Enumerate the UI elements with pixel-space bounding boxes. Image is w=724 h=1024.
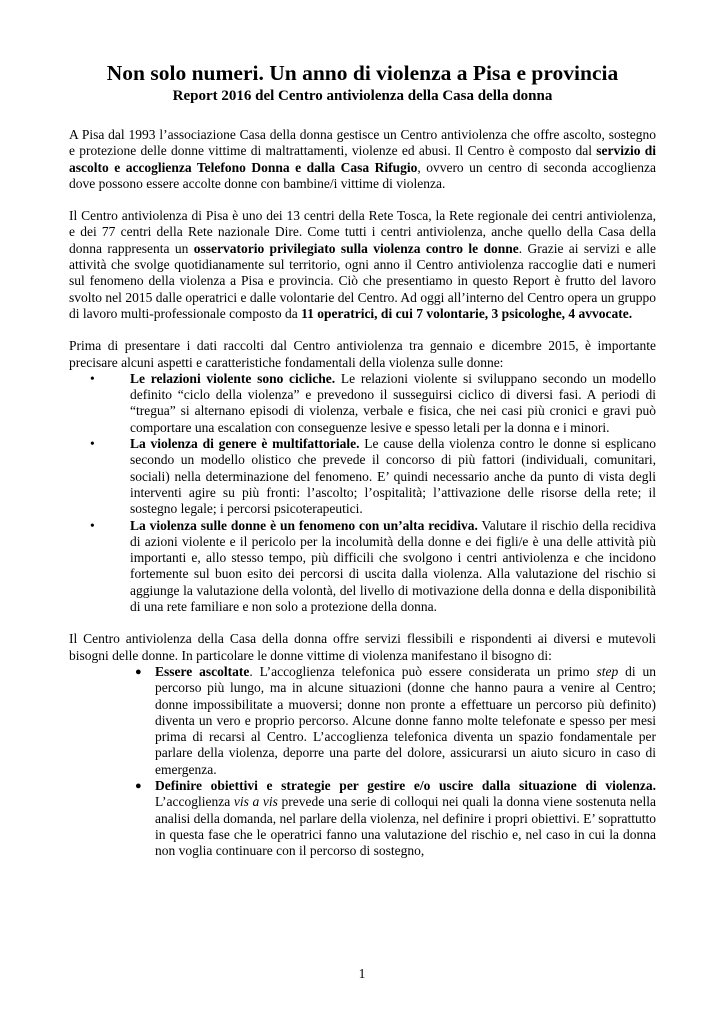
list-item-text: di un percorso più lungo, ma in alcune situazioni (donne che hanno paura a venire al Centro; donne impossibilitate a muoversi; donne non pronte a effettuare un percorso più definito) diventa un vero e proprio percorso. Alcune donne fanno molte telefonate e spesso per mesi prima di recarsi al Centro. L’accoglienza telefonica diventa un spazio fondamentale per parlare della violenza, deporre una parte del dolore, assicurarsi un aiuto sicuro in caso di emergenza. xyxy=(155,663,656,777)
list-item-italic: vis a vis xyxy=(233,794,278,810)
bullet-icon: • xyxy=(90,436,95,452)
list-item-text: prevede una serie di colloqui nei quali la donna viene sostenuta nella analisi della domanda, nel parlare della violenza, nel definire i propri obiettivi. E’ soprattutto in questa fase che le operatrici fanno una valutazione del rischio e, nel caso in cui la donna non voglia continuare con il percorso di sostegno, xyxy=(155,794,656,859)
list-item xyxy=(69,371,656,436)
intro-text-a: A Pisa dal 1993 l’associazione Casa della donna gestisce un Centro antiviolenza che offre ascolto, sostegno e protezione delle donne vittime di maltrattamenti, violenze ed abusi. Il Centro è composto dal xyxy=(69,127,656,159)
aspects-intro-paragraph: Prima di presentare i dati raccolti dal Centro antiviolenza tra gennaio e dicembre 2015, è importante precisare alcuni aspetti e caratteristiche fondamentali della violenza sulle donne: xyxy=(69,338,656,370)
list-item-text: . L’accoglienza telefonica può essere considerata un primo xyxy=(249,663,597,679)
document-title: Non solo numeri. Un anno di violenza a Pisa e provincia xyxy=(106,61,619,85)
document-page xyxy=(69,60,656,859)
bullet-icon: • xyxy=(90,370,95,386)
network-paragraph xyxy=(69,208,656,322)
list-item-text: L’accoglienza xyxy=(155,794,234,810)
list-item xyxy=(69,436,656,517)
circle-bullet-icon: ● xyxy=(135,665,142,678)
network-text-a: Il Centro antiviolenza di Pisa è uno dei 13 centri della Rete Tosca, la Rete regionale dei centri antiviolenza, e dei 77 centri della Rete nazionale Dire. Come tutti i centri antiviolenza, anche quello della Casa della donna rappresenta un xyxy=(69,208,656,256)
network-text-c: . Grazie ai servizi e alle attività che svolge quotidianamente sul territorio, ogni anno il Centro antiviolenza raccoglie dati e numeri sul fenomeno della violenza a Pisa e provincia. Ciò che presentiamo in questo Report è frutto del lavoro svolto nel 2015 dalle operatrici e dalle volontarie del Centro. Ad oggi all’interno del Centro opera un gruppo di lavoro multi-professionale composto da xyxy=(69,240,656,321)
intro-text-bold: servizio di ascolto e accoglienza Telefono Donna e dalla Casa Rifugio xyxy=(69,143,656,175)
bullet-icon: • xyxy=(90,517,95,533)
circle-bullet-icon: ● xyxy=(135,779,142,792)
list-item-italic: step xyxy=(596,663,619,679)
list-item-heading: La violenza sulle donne è un fenomeno con un’alta recidiva. xyxy=(130,517,478,533)
list-item xyxy=(69,664,656,778)
intro-text-c: , ovvero un centro di seconda accoglienza dove possono essere accolte donne con bambine/i vittime di violenza. xyxy=(69,159,656,191)
network-text-staff: 11 operatrici, di cui 7 volontarie, 3 psicologhe, 4 avvocate. xyxy=(301,305,633,321)
list-item xyxy=(69,518,656,616)
document-subtitle: Report 2016 del Centro antiviolenza della Casa della donna xyxy=(172,88,553,104)
list-item-text: Le relazioni violente si sviluppano secondo un modello definito “ciclo della violenza” e prevedono il susseguirsi ciclico di diversi fasi. A periodi di “tregua” si alternano episodi di violenza, verbale e fisica, che nei casi più cronici e gravi può comportare una escalation con conseguenze lesive e spesso letali per la donna e i minori. xyxy=(130,370,656,435)
list-item-heading: Le relazioni violente sono cicliche. xyxy=(130,370,336,386)
list-item-heading: Essere ascoltate xyxy=(155,663,250,679)
list-item-text: Le cause della violenza contro le donne si esplicano secondo un modello olistico che prevede il concorso di più fattori (individuali, comunitari, sociali) nella determinazione del fenomeno. E’ quindi necessario anche da punto di vista degli interventi agire su più fronti: l’ascolto; l’ospitalità; l’attivazione delle risorse della rete; il sostegno legale; i percorsi psicoterapeutici. xyxy=(130,436,656,517)
list-item-heading: La violenza di genere è multifattoriale. xyxy=(130,436,360,452)
network-text-bold: osservatorio privilegiato sulla violenza contro le donne xyxy=(193,240,519,256)
page-number: 1 xyxy=(358,966,366,981)
aspects-list xyxy=(69,371,656,615)
list-item xyxy=(69,778,656,859)
needs-list xyxy=(69,664,656,860)
services-paragraph: Il Centro antiviolenza della Casa della donna offre servizi flessibili e rispondenti ai diversi e mutevoli bisogni delle donne. In particolare le donne vittime di violenza manifestano il bisogno di: xyxy=(69,631,656,663)
list-item-heading: Definire obiettivi e strategie per gestire e/o uscire dalla situazione di violenza. xyxy=(155,777,656,793)
intro-paragraph xyxy=(69,127,656,192)
list-item-text: Valutare il rischio della recidiva di azioni violente e il pericolo per la incolumità della donne e dei figli/e è una delle attività più importanti e, allo stesso tempo, più difficili che svolgono i centri antiviolenza e che incidono fortemente sul buon esito dei percorsi di uscita dalla violenza. Alla valutazione del rischio si aggiunge la valutazione della volontà, del livello di motivazione della donna e della disponibilità di una rete familiare e non solo a protezione della donna. xyxy=(130,517,656,615)
